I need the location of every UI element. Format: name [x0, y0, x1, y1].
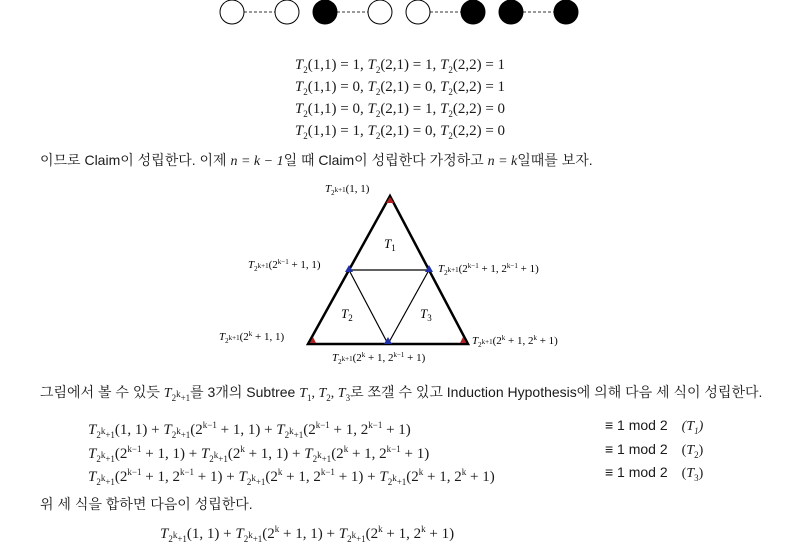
- base-case-line: $T_2(1,1) = 1$, $T_2(2,1) = 1$, $T_2(2,2) = 1$: [294, 57, 506, 75]
- equation-tag: $(T_2)$: [681, 443, 704, 460]
- vertex-label-left-mid: $T_{2k+1}(2^{k-1} + 1$, 1): [248, 258, 321, 273]
- claim-paragraph: [40, 150, 593, 172]
- claim-math-b: n = k: [487, 154, 518, 169]
- base-case-line: $T_2(1,1) = 0$, $T_2(2,1) = 0$, $T_2(2,2) = 1$: [294, 79, 506, 97]
- claim-text-b: 일 때 Claim이 성립한다 가정하고: [283, 152, 488, 168]
- equation-t1-rhs: [605, 414, 703, 436]
- circle-sequence: [0, 0, 800, 28]
- empty-circle: [406, 0, 430, 24]
- base-case-line: $T_2(1,1) = 1$, $T_2(2,1) = 0$, $T_2(2,2) = 0$: [294, 123, 506, 141]
- empty-circle: [368, 0, 392, 24]
- equation-rhs: ≡ 1 mod 2: [605, 417, 668, 433]
- empty-circle: [275, 0, 299, 24]
- vertex-label-bottom-right: $T_{2k+1}(2^k + 1$, $2^k + 1$): [472, 334, 558, 349]
- final-equation: $T_{2^k+1}(1$, $1) + T_{2^k+1}(2^k + 1$, $1) + T_{2^k+1}(2^k + 1$, $2^k + 1$): [160, 524, 455, 544]
- base-case-line: $T_2(1,1) = 0$, $T_2(2,1) = 1$, $T_2(2,2) = 0$: [294, 101, 506, 119]
- vertex-label-bottom-mid: $T_{2k+1}(2^k + 1$, $2^{k-1} + 1$): [332, 351, 426, 366]
- equation-t3-lhs: $T_{2^k+1}(2^{k-1} + 1$, $2^{k-1} + 1) + T_{2^k+1}(2^k + 1$, $2^{k-1} + 1) + T_{2^k+1}(2^k + 1$, $2^k + 1$): [88, 467, 495, 487]
- filled-circle: [554, 0, 578, 24]
- empty-circle: [220, 0, 244, 24]
- equation-t2-lhs: $T_{2^k+1}(2^{k-1} + 1$, $1) + T_{2^k+1}(2^k + 1$, $1) + T_{2^k+1}(2^k + 1$, $2^{k-1} + 1$): [88, 444, 430, 464]
- vertex-label-bottom-left: $T_{2k+1}(2^k + 1$, 1): [219, 330, 285, 345]
- subtree-paragraph: [40, 382, 762, 408]
- equation-tag: $(T_3)$: [681, 466, 704, 483]
- equation-tag: $(T_1)$: [681, 419, 704, 436]
- vertex-label-right-mid: $T_{2k+1}(2^{k-1} + 1$, $2^{k-1} + 1$): [438, 262, 539, 277]
- base-case-equations: [0, 54, 800, 142]
- equation-t3-rhs: [605, 461, 703, 483]
- equation-t2-rhs: [605, 438, 703, 460]
- sum-paragraph: 위 세 식을 합하면 다음이 성립한다.: [40, 496, 253, 512]
- subtree-math-tree: $T_{2^k+1}$: [163, 386, 191, 403]
- region-label-t3: $T_3$: [420, 306, 432, 323]
- subtree-text-a: 그림에서 볼 수 있듯: [40, 384, 164, 400]
- equation-t1-lhs: $T_{2^k+1}(1$, $1) + T_{2^k+1}(2^{k-1} + 1$, $1) + T_{2^k+1}(2^{k-1} + 1$, $2^{k-1} + 1$): [88, 420, 411, 440]
- equation-rhs: ≡ 1 mod 2: [605, 464, 668, 480]
- subtree-text-c: 로 쪼갤 수 있고 Induction Hypothesis에 의해 다음 세 식이 성립한다.: [350, 384, 763, 400]
- filled-circle: [461, 0, 485, 24]
- vertex-label-top: $T_{2k+1}(1$, 1): [325, 183, 370, 197]
- filled-circle: [313, 0, 337, 24]
- region-label-t1: $T_1$: [384, 236, 396, 253]
- region-label-t2: $T_2$: [341, 306, 353, 323]
- claim-text-c: 일때를 보자.: [517, 152, 593, 168]
- equation-rhs: ≡ 1 mod 2: [605, 441, 668, 457]
- filled-circle: [499, 0, 523, 24]
- inner-line: [349, 270, 388, 344]
- subtree-triangle-diagram: [200, 176, 600, 366]
- claim-math-a: n = k − 1: [230, 154, 284, 169]
- subtree-text-b: 를 3개의 Subtree: [190, 384, 300, 400]
- claim-text-a: 이므로 Claim이 성립한다. 이제: [40, 152, 231, 168]
- subtree-math-list: $T_1$, $T_2$, $T_3$: [299, 386, 351, 403]
